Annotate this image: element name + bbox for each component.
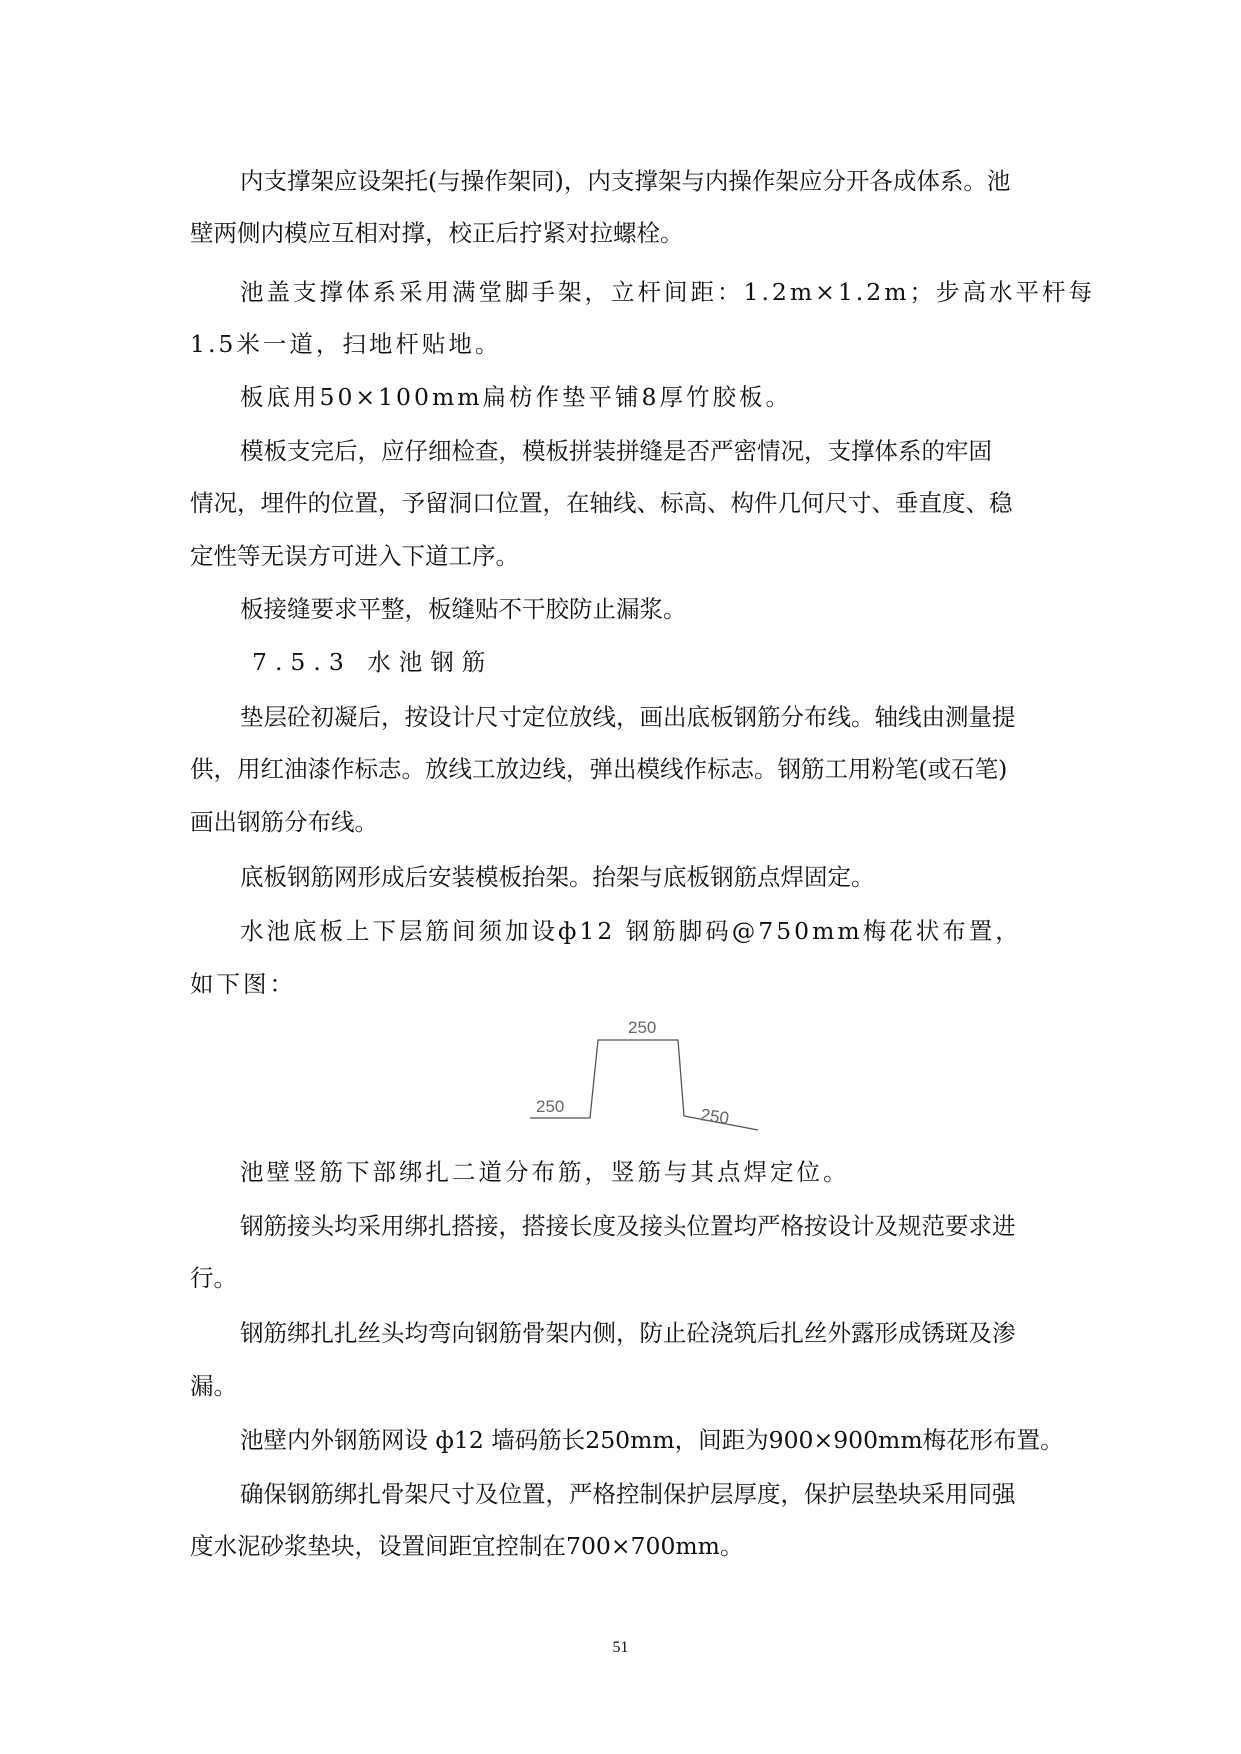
line-19: 行。 — [190, 1264, 237, 1292]
line-16: 如下图： — [190, 970, 296, 998]
line-21: 漏。 — [190, 1372, 237, 1400]
line-2: 壁两侧内模应互相对撑，校正后拧紧对拉螺栓。 — [190, 219, 684, 247]
line-14: 底板钢筋网形成后安装模板抬架。抬架与底板钢筋点焊固定。 — [240, 863, 875, 891]
line-5: 板底用50×100mm扁枋作垫平铺8厚竹胶板。 — [240, 383, 792, 411]
top-dimension-label: 250 — [628, 1018, 657, 1037]
line-1: 内支撑架应设架托(与操作架同)，内支撑架与内操作架应分开各成体系。池 — [240, 167, 1011, 195]
line-22: 池壁内外钢筋网设 ф12 墙码筋长250mm，间距为900×900mm梅花形布置。 — [240, 1426, 1064, 1454]
line-8: 定性等无误方可进入下道工序。 — [190, 542, 519, 570]
line-18: 钢筋接头均采用绑扎搭接，搭接长度及接头位置均严格按设计及规范要求进 — [240, 1212, 1016, 1240]
line-4: 1.5米一道，扫地杆贴地。 — [190, 330, 502, 358]
line-15: 水池底板上下层筋间须加设ф12 钢筋脚码@750mm梅花状布置， — [240, 917, 1022, 945]
line-3: 池盖支撑体系采用满堂脚手架，立杆间距：1.2m×1.2m；步高水平杆每 — [240, 278, 1096, 306]
line-7: 情况，埋件的位置，予留洞口位置，在轴线、标高、构件几何尺寸、垂直度、稳 — [190, 489, 1013, 517]
line-23: 确保钢筋绑扎骨架尺寸及位置，严格控制保护层厚度，保护层垫块采用同强 — [240, 1480, 1016, 1508]
line-20: 钢筋绑扎扎丝头均弯向钢筋骨架内侧，防止砼浇筑后扎丝外露形成锈斑及渗 — [240, 1319, 1016, 1347]
page-number: 51 — [612, 1639, 629, 1656]
line-17: 池壁竖筋下部绑扎二道分布筋，竖筋与其点焊定位。 — [240, 1158, 850, 1186]
line-13: 画出钢筋分布线。 — [190, 808, 378, 836]
line-12: 供，用红油漆作标志。放线工放边线，弹出模线作标志。钢筋工用粉笔(或石笔) — [190, 755, 1008, 783]
line-24: 度水泥砂浆垫块，设置间距宜控制在700×700mm。 — [190, 1532, 744, 1560]
line-9: 板接缝要求平整，板缝贴不干胶防止漏浆。 — [240, 595, 687, 623]
right-dimension-label: 250 — [699, 1105, 731, 1128]
line-11: 垫层砼初凝后，按设计尺寸定位放线，画出底板钢筋分布线。轴线由测量提 — [240, 703, 1016, 731]
line-6: 模板支完后，应仔细检查，模板拼装拼缝是否严密情况，支撑体系的牢固 — [240, 437, 992, 465]
rebar-chair-diagram — [530, 1018, 770, 1138]
left-dimension-label: 250 — [536, 1097, 565, 1116]
section-heading: 7.5.3 水池钢筋 — [252, 648, 494, 676]
